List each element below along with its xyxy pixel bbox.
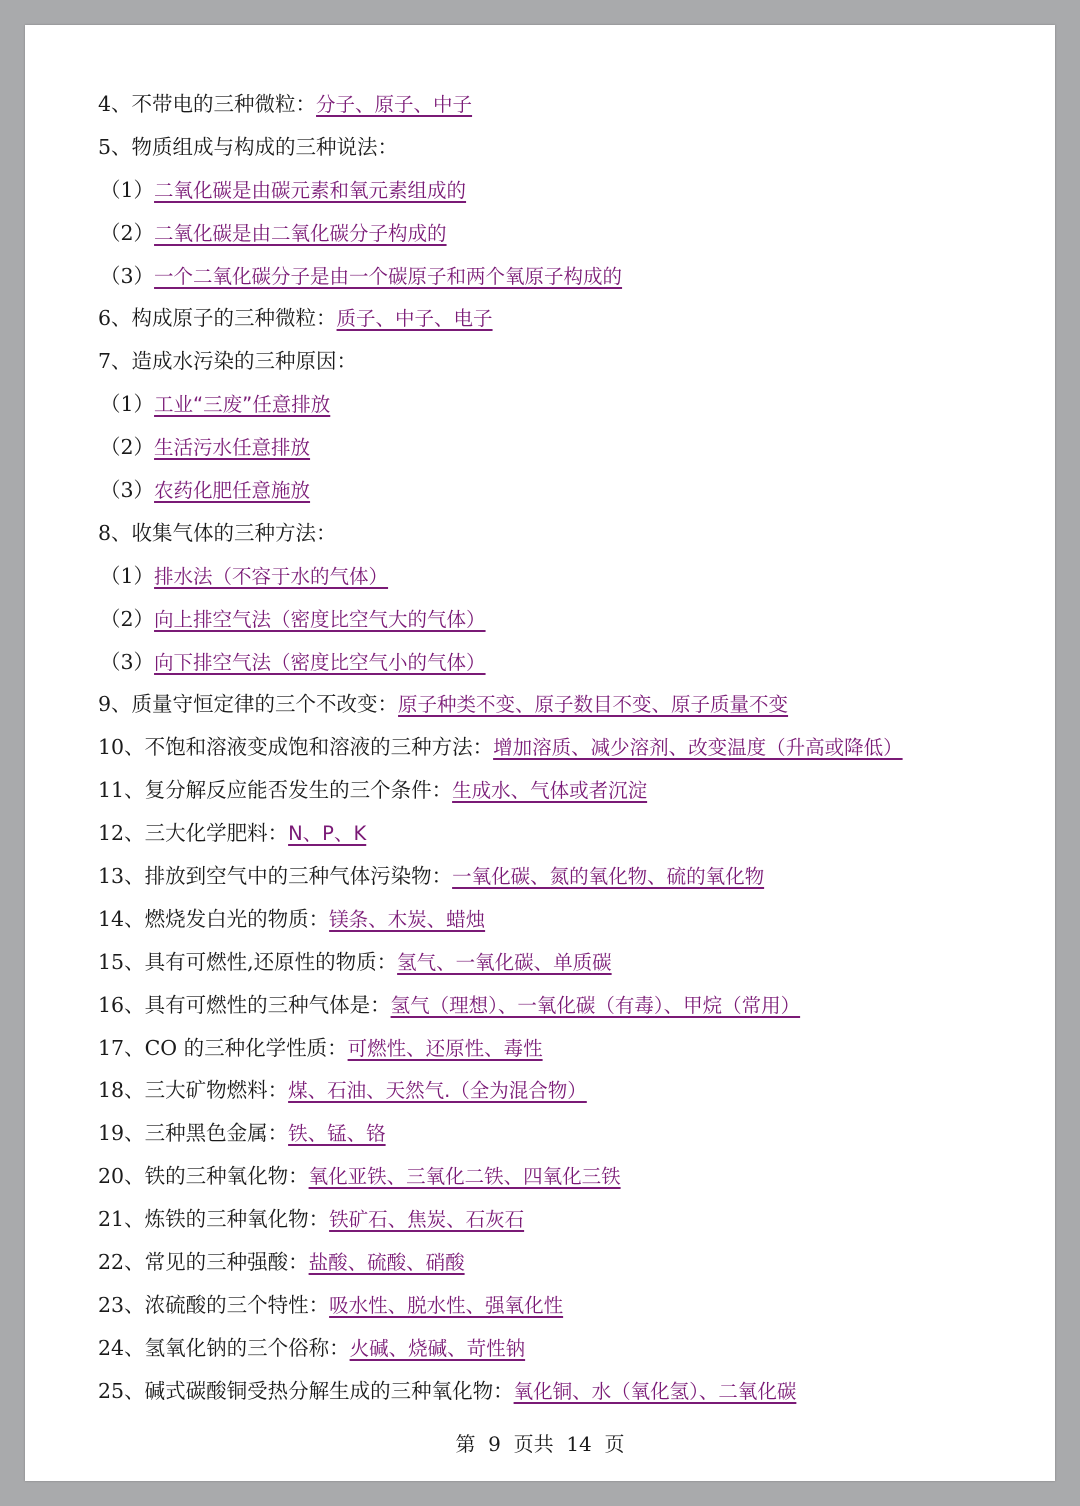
item-7-1 <box>98 383 1048 426</box>
item-label: 18、三大矿物燃料： <box>98 1078 289 1103</box>
content-lines <box>98 83 1048 1413</box>
item-5-1 <box>98 169 1048 212</box>
item-label: 5、物质组成与构成的三种说法： <box>98 134 399 159</box>
item-12 <box>98 812 1048 855</box>
item-answer: 原子种类不变、原子数目不变、原子质量不变 <box>398 693 789 717</box>
item-answer: 铁、锰、铬 <box>288 1122 386 1146</box>
item-answer: 火碱、烧碱、苛性钠 <box>349 1336 526 1360</box>
item-14 <box>98 898 1048 941</box>
page-number-footer: 第 9 页共 14 页 <box>455 1432 625 1456</box>
item-answer: 增加溶质、减少溶剂、改变温度（升高或降低） <box>493 736 903 760</box>
item-8 <box>98 512 1048 555</box>
item-answer: 吸水性、脱水性、强氧化性 <box>329 1293 564 1317</box>
item-answer: 盐酸、硫酸、硝酸 <box>308 1251 465 1275</box>
item-answer: 镁条、木炭、蜡烛 <box>329 907 486 931</box>
item-label: （3） <box>100 263 155 288</box>
item-label: 22、常见的三种强酸： <box>98 1250 309 1275</box>
document-page <box>25 25 1055 1481</box>
item-answer: 生活污水任意排放 <box>154 436 311 460</box>
item-label: 8、收集气体的三种方法： <box>98 520 337 545</box>
item-7 <box>98 340 1048 383</box>
item-answer: 煤、石油、天然气.（全为混合物） <box>288 1079 587 1103</box>
item-label: （3） <box>100 478 155 503</box>
item-answer: 生成水、气体或者沉淀 <box>452 779 648 803</box>
item-17 <box>98 1027 1048 1070</box>
item-answer: 一氧化碳、氮的氧化物、硫的氧化物 <box>452 865 765 889</box>
item-answer: 铁矿石、焦炭、石灰石 <box>329 1208 525 1232</box>
item-20 <box>98 1155 1048 1198</box>
item-label: 13、排放到空气中的三种气体污染物： <box>98 864 453 889</box>
item-answer: 排水法（不容于水的气体） <box>154 564 389 588</box>
item-6 <box>98 297 1048 340</box>
item-answer: 氧化铜、水（氧化氢）、二氧化碳 <box>513 1379 797 1403</box>
item-19 <box>98 1112 1048 1155</box>
item-label: （2） <box>100 220 155 245</box>
item-23 <box>98 1284 1048 1327</box>
item-8-2 <box>98 598 1048 641</box>
item-10 <box>98 726 1048 769</box>
item-24 <box>98 1327 1048 1370</box>
item-22 <box>98 1241 1048 1284</box>
item-answer: 氢气（理想）、一氧化碳（有毒）、甲烷（常用） <box>390 993 801 1017</box>
item-label: 23、浓硫酸的三个特性： <box>98 1292 330 1317</box>
item-label: 14、燃烧发白光的物质： <box>98 906 330 931</box>
item-13 <box>98 855 1048 898</box>
item-11 <box>98 769 1048 812</box>
item-7-3 <box>98 469 1048 512</box>
item-answer: 二氧化碳是由二氧化碳分子构成的 <box>154 221 447 245</box>
item-label: 11、复分解反应能否发生的三个条件： <box>98 778 453 803</box>
item-label: （1） <box>100 563 155 588</box>
item-label: 10、不饱和溶液变成饱和溶液的三种方法： <box>98 735 494 760</box>
item-answer: N、P、K <box>288 822 367 846</box>
item-label: 19、三种黑色金属： <box>98 1121 289 1146</box>
item-label: 21、炼铁的三种氧化物： <box>98 1207 330 1232</box>
item-label: 9、质量守恒定律的三个不改变： <box>98 692 399 717</box>
item-answer: 向上排空气法（密度比空气大的气体） <box>154 607 486 631</box>
item-label: 17、CO 的三种化学性质： <box>98 1035 348 1060</box>
item-answer: 质子、中子、电子 <box>336 307 493 331</box>
item-answer: 农药化肥任意施放 <box>154 479 311 503</box>
item-label: 16、具有可燃性的三种气体是： <box>98 992 391 1017</box>
item-label: 24、氢氧化钠的三个俗称： <box>98 1335 350 1360</box>
item-7-2 <box>98 426 1048 469</box>
item-label: 25、碱式碳酸铜受热分解生成的三种氧化物： <box>98 1378 514 1403</box>
item-label: 4、不带电的三种微粒： <box>98 92 317 116</box>
item-label: （2） <box>100 435 155 460</box>
item-25 <box>98 1370 1048 1413</box>
item-5 <box>98 126 1048 169</box>
item-label: 20、铁的三种氧化物： <box>98 1164 309 1189</box>
item-9 <box>98 683 1048 726</box>
item-answer: 二氧化碳是由碳元素和氧元素组成的 <box>154 178 467 202</box>
item-15 <box>98 941 1048 984</box>
item-4 <box>98 83 1048 126</box>
item-label: （3） <box>100 649 155 674</box>
item-label: 6、构成原子的三种微粒： <box>98 306 337 331</box>
item-answer: 可燃性、还原性、毒性 <box>347 1036 543 1060</box>
item-5-3 <box>98 255 1048 298</box>
item-answer: 氢气、一氧化碳、单质碳 <box>397 950 612 974</box>
item-16 <box>98 984 1048 1027</box>
item-answer: 工业“三废”任意排放 <box>154 393 331 417</box>
item-label: （1） <box>100 392 155 417</box>
item-8-1 <box>98 555 1048 598</box>
item-label: （1） <box>100 177 155 202</box>
item-8-3 <box>98 641 1048 684</box>
item-5-2 <box>98 212 1048 255</box>
item-label: 7、造成水污染的三种原因： <box>98 349 358 374</box>
item-label: （2） <box>100 606 155 631</box>
item-answer: 分子、原子、中子 <box>316 93 473 116</box>
item-answer: 向下排空气法（密度比空气小的气体） <box>154 650 486 674</box>
item-21 <box>98 1198 1048 1241</box>
item-label: 15、具有可燃性,还原性的物质： <box>98 949 398 974</box>
item-18 <box>98 1069 1048 1112</box>
item-answer: 氧化亚铁、三氧化二铁、四氧化三铁 <box>308 1165 621 1189</box>
item-label: 12、三大化学肥料： <box>98 821 289 846</box>
item-answer: 一个二氧化碳分子是由一个碳原子和两个氧原子构成的 <box>154 264 623 288</box>
